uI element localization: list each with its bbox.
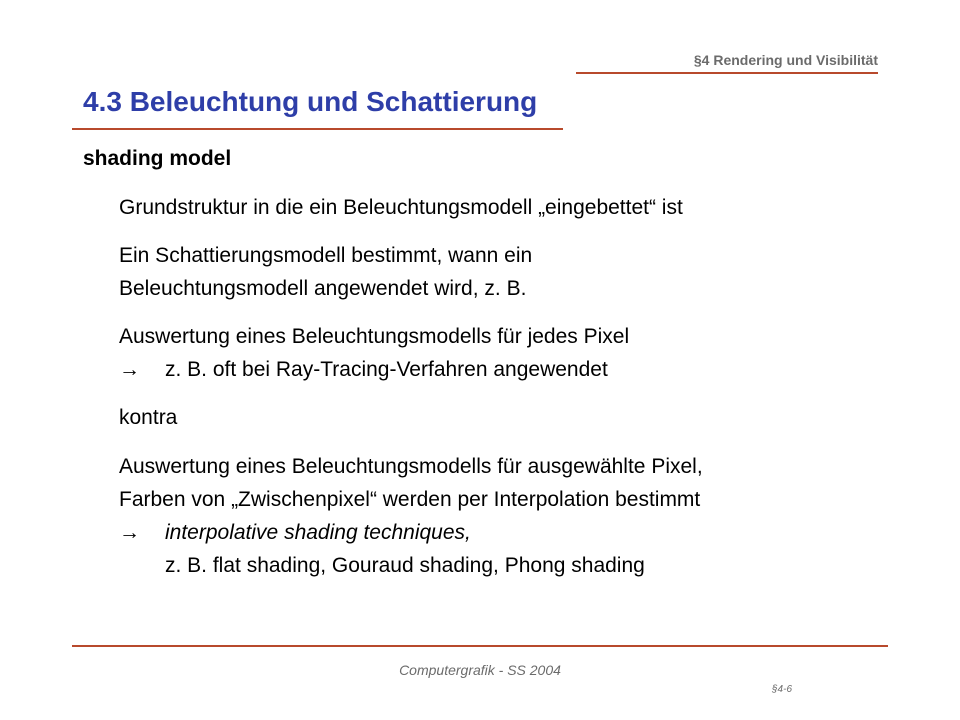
body-line-interpolative: [119, 521, 471, 545]
body-line-kontra: kontra: [119, 406, 178, 429]
body-line-grundstruktur: Grundstruktur in die ein Beleuchtungsmodell „eingebettet“ ist: [119, 196, 683, 219]
subheading: shading model: [83, 147, 232, 170]
body-line-ray-tracing: [119, 358, 608, 382]
page-number: §4-6: [772, 684, 793, 695]
body-line-auswertung-jedes: Auswertung eines Beleuchtungsmodells für jedes Pixel: [119, 325, 630, 348]
interpolative-text: interpolative shading techniques,: [165, 521, 471, 544]
body-line-auswertung-ausgewaehlte: Auswertung eines Beleuchtungsmodells für ausgewählte Pixel,: [119, 455, 703, 478]
slide-title: 4.3 Beleuchtung und Schattierung: [83, 86, 538, 117]
arrow-right-icon: →: [119, 358, 140, 381]
shading-examples-text: z. B. flat shading, Gouraud shading, Phong shading: [165, 554, 645, 577]
arrow-right-icon: →: [119, 521, 140, 544]
footer-course: Computergrafik - SS 2004: [399, 662, 561, 678]
body-line-beleuchtungsmodell: Beleuchtungsmodell angewendet wird, z. B.: [119, 277, 527, 300]
ray-tracing-text: z. B. oft bei Ray-Tracing-Verfahren angewendet: [165, 358, 608, 381]
title-rule: [72, 128, 563, 130]
body-line-zwischenpixel: Farben von „Zwischenpixel“ werden per Interpolation bestimmt: [119, 488, 701, 511]
body-line-schattierungsmodell: Ein Schattierungsmodell bestimmt, wann ein: [119, 244, 533, 267]
footer-rule: [72, 645, 888, 647]
section-label: §4 Rendering und Visibilität: [693, 52, 878, 68]
header-rule: [576, 72, 878, 74]
body-line-shading-examples: [119, 554, 645, 578]
